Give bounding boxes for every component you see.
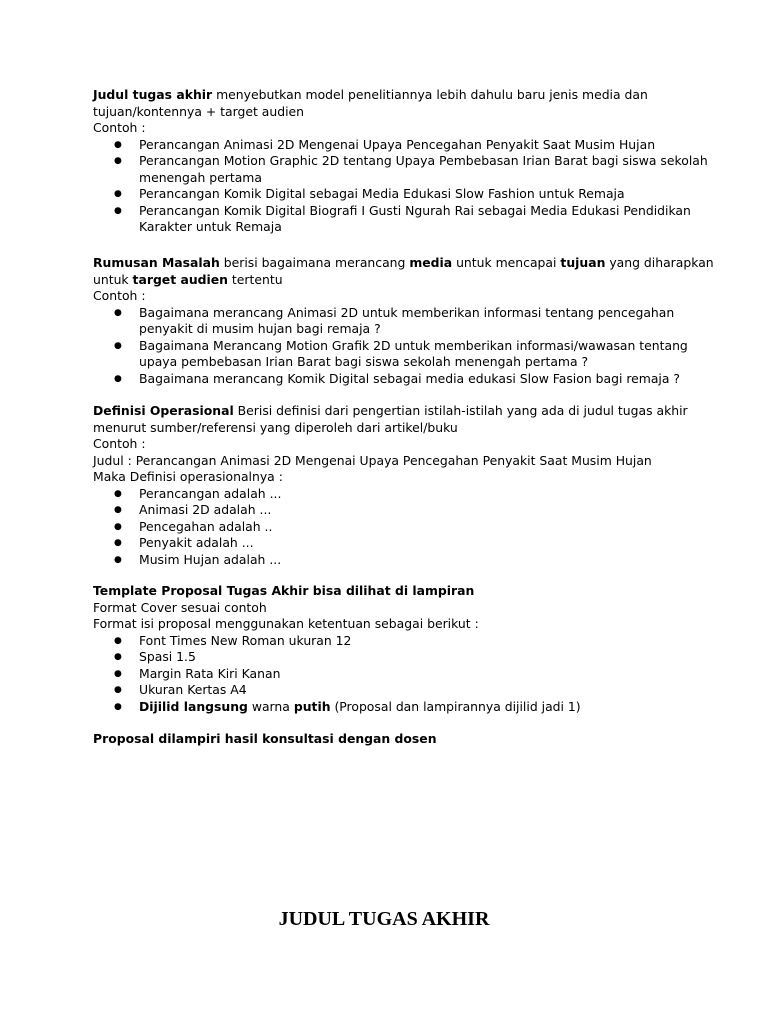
list-item: ● Font Times New Roman ukuran 12 bbox=[93, 633, 693, 650]
list-item: ● Spasi 1.5 bbox=[93, 649, 693, 666]
paragraph-line: Format Cover sesuai contoh bbox=[93, 599, 267, 615]
list-item: ● Perancangan Motion Graphic 2D tentang Upaya Pembebasan Irian Barat bagi siswa sekolah menengah pertama bbox=[93, 153, 693, 186]
section-rumusan-masalah bbox=[93, 255, 714, 387]
section-heading: Template Proposal Tugas Akhir bisa dilihat di lampiran bbox=[93, 583, 475, 598]
term-judul-tugas-akhir: Judul tugas akhir bbox=[93, 87, 213, 102]
section-definisi-operasional bbox=[93, 403, 693, 568]
contoh-label: Contoh : bbox=[93, 288, 146, 303]
list-item: ● Perancangan Komik Digital Biografi I Gusti Ngurah Rai sebagai Media Edukasi Pendidikan Karakter untuk Remaja bbox=[93, 203, 693, 236]
paragraph-line: Rumusan Masalah berisi bagaimana merancang media untuk mencapai tujuan yang diharapkan bbox=[93, 255, 714, 270]
list-item: ● Bagaimana merancang Animasi 2D untuk memberikan informasi tentang pencegahan penyakit di musim hujan bagi remaja ? bbox=[93, 305, 693, 338]
paragraph-line: Judul tugas akhir menyebutkan model penelitiannya lebih dahulu baru jenis media dan bbox=[93, 87, 648, 102]
list-item: ● Perancangan Animasi 2D Mengenai Upaya Pencegahan Penyakit Saat Musim Hujan bbox=[93, 137, 693, 154]
list-item: ● Penyakit adalah ... bbox=[93, 535, 693, 552]
definition-list bbox=[93, 486, 693, 569]
list-item: ● Perancangan adalah ... bbox=[93, 486, 693, 503]
list-item: ● Dijilid langsung warna putih (Proposal dan lampirannya dijilid jadi 1) bbox=[93, 699, 693, 716]
paragraph-line: Maka Definisi operasionalnya : bbox=[93, 469, 283, 484]
example-list bbox=[93, 305, 693, 388]
closing-note: Proposal dilampiri hasil konsultasi dengan dosen bbox=[93, 731, 437, 746]
section-judul-tugas-akhir bbox=[93, 87, 708, 236]
cover-title: JUDUL TUGAS AKHIR bbox=[278, 908, 490, 930]
list-item: ● Bagaimana Merancang Motion Grafik 2D untuk memberikan informasi/wawasan tentang upaya pembebasan Irian Barat bagi siswa sekolah menengah pertama ? bbox=[93, 338, 693, 371]
list-item: ● Perancangan Komik Digital sebagai Media Edukasi Slow Fashion untuk Remaja bbox=[93, 186, 693, 203]
list-item: ● Animasi 2D adalah ... bbox=[93, 502, 693, 519]
list-item: ● Bagaimana merancang Komik Digital sebagai media edukasi Slow Fasion bagi remaja ? bbox=[93, 371, 693, 388]
paragraph-line: Format isi proposal menggunakan ketentuan sebagai berikut : bbox=[93, 616, 479, 631]
paragraph-line: tujuan/kontennya + target audien bbox=[93, 103, 305, 119]
contoh-label: Contoh : bbox=[93, 436, 146, 451]
section-template-proposal bbox=[93, 583, 693, 715]
judul-example: Judul : Perancangan Animasi 2D Mengenai Upaya Pencegahan Penyakit Saat Musim Hujan bbox=[93, 452, 652, 468]
list-item: ● Musim Hujan adalah ... bbox=[93, 552, 693, 569]
example-list bbox=[93, 136, 708, 236]
contoh-label: Contoh : bbox=[93, 120, 146, 135]
list-item: ● Pencegahan adalah .. bbox=[93, 519, 693, 536]
list-item: ● Margin Rata Kiri Kanan bbox=[93, 666, 693, 683]
paragraph-line: untuk target audien tertentu bbox=[93, 271, 283, 287]
paragraph-line: menurut sumber/referensi yang diperoleh dari artikel/buku bbox=[93, 419, 458, 435]
list-item: ● Ukuran Kertas A4 bbox=[93, 682, 693, 699]
section-konsultasi bbox=[93, 731, 693, 748]
paragraph-line: Definisi Operasional Berisi definisi dari pengertian istilah-istilah yang ada di judul tugas akhir bbox=[93, 403, 688, 418]
format-list bbox=[93, 633, 693, 716]
